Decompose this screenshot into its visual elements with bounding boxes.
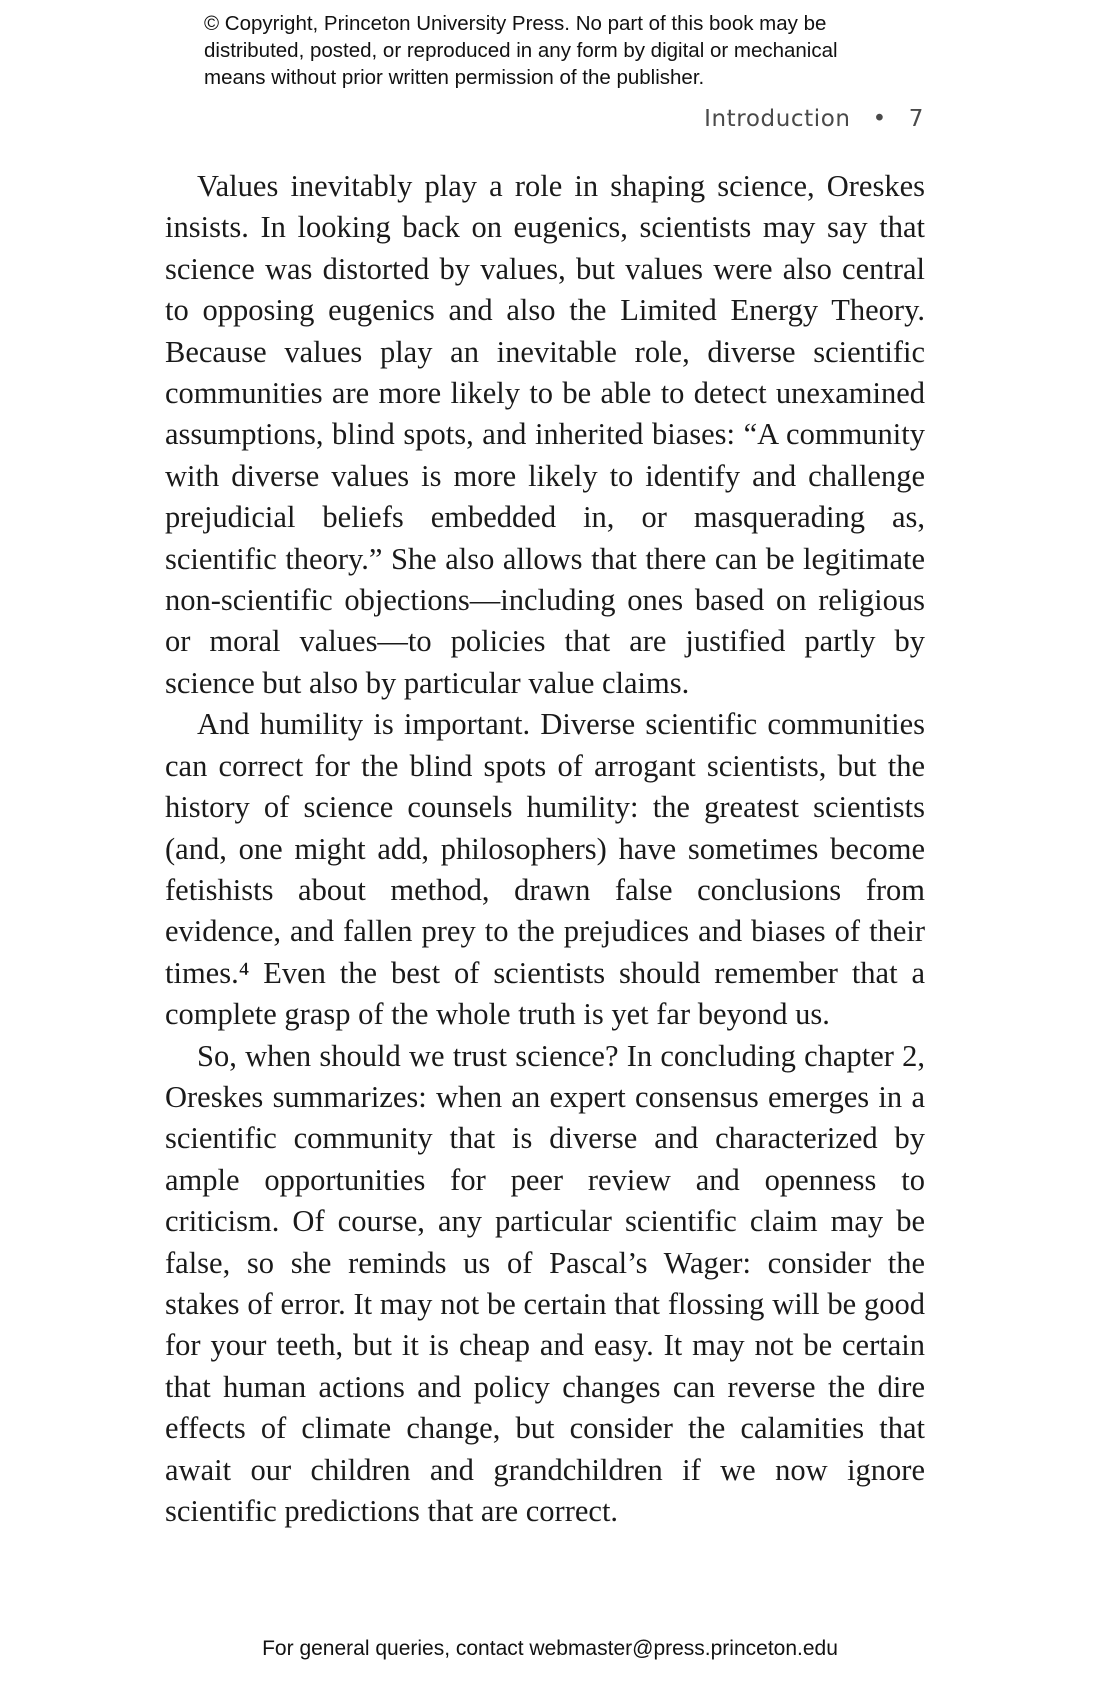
copyright-line: © Copyright, Princeton University Press. No part of this book may be xyxy=(204,12,827,35)
paragraph: Values inevitably play a role in shaping science, Oreskes insists. In looking back on eugenics, scientists may say that science was distorted by values, but values were also central to opposing eugenics and also the Limited Energy Theory. Because values play an inevitable role, diverse scientific communities are more likely to be able to detect unexamined assumptions, blind spots, and inherited biases: “A community with diverse values is more likely to identify and challenge prejudicial beliefs embedded in, or masquerading as, scientific theory.” She also allows that there can be legitimate non-scientific objections—including ones based on religious or moral values—to policies that are justified partly by science but also by particular value claims. xyxy=(165,169,925,700)
paragraph: And humility is important. Diverse scientific communities can correct for the blind spots of arrogant scientists, but the history of science counsels humility: the greatest scientists (and, one might add, philosophers) have sometimes become fetishists about method, drawn false conclusions from evidence, and fallen prey to the prejudices and biases of their times.⁴ Even the best of scientists should remember that a complete grasp of the whole truth is yet far beyond us. xyxy=(165,707,925,1032)
paragraph: So, when should we trust science? In concluding chapter 2, Oreskes summarizes: when an expert consensus emerges in a scientific community that is diverse and characterized by ample opportunities for peer review and openness to criticism. Of course, any particular scientific claim may be false, so she reminds us of Pascal’s Wager: consider the stakes of error. It may not be certain that flossing will be good for your teeth, but it is cheap and easy. It may not be certain that human actions and policy changes can reverse the dire effects of climate change, but consider the calamities that await our children and grandchildren if we now ignore scientific predictions that are correct. xyxy=(165,1038,925,1528)
copyright-notice xyxy=(204,10,924,91)
running-head-separator: • xyxy=(872,106,887,132)
copyright-line: distributed, posted, or reproduced in any form by digital or mechanical xyxy=(204,39,838,62)
running-head-section: Introduction xyxy=(704,106,851,132)
copyright-line: means without prior written permission of the publisher. xyxy=(204,66,705,89)
body-text xyxy=(165,166,925,1532)
footer-contact: For general queries, contact webmaster@press.princeton.edu xyxy=(262,1637,838,1660)
page-number: 7 xyxy=(908,106,924,132)
running-head xyxy=(704,106,924,132)
